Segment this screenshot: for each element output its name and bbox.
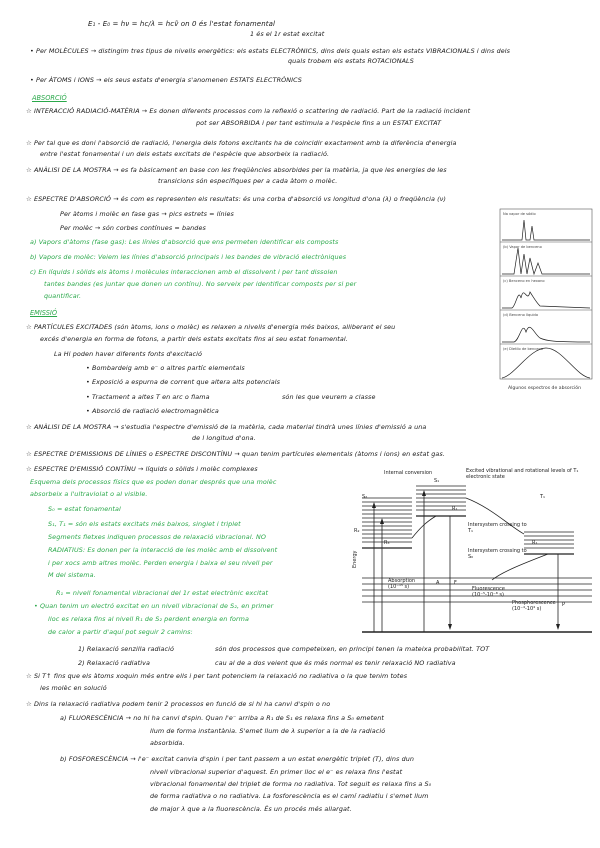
text-line: 2) Relaxació radiativa — [78, 659, 151, 667]
text-line: quals trobem els estats ROTACIONALS — [288, 57, 414, 65]
text-line: de l longitud d'ona. — [192, 434, 256, 442]
spectrum-label-a: Na vapor de sódio — [503, 212, 536, 216]
text-line: ☆ ESPECTRE D'EMISSIONS DE LÍNIES o ESPECTRE DISCONTÍNU → quan tenim partícules elementals (àtoms i ions) en estat gas. — [26, 450, 445, 458]
label-t1: T₁ — [540, 494, 546, 500]
text-line: ☆ Dins la relaxació radiativa podem tenir 2 processos en funció de si hi ha canvi d'spin o no — [26, 700, 331, 708]
list-item: • Exposició a espurna de corrent que altera alts potencials — [86, 378, 281, 386]
label-p: P — [562, 602, 566, 608]
energy-formula: E₁ - E₀ = hν = hc/λ = hcṽ on 0 és l'estat fonamental — [88, 20, 276, 28]
text-line: b) FOSFORESCÈNCIA → l'e⁻ excitat canvia d'spin i per tant passem a un estat energètic triplet (T), dins dun — [60, 755, 415, 763]
text-line: ☆ PARTÍCULES EXCITADES (són àtoms, ions o molèc) es relaxen a nivells d'energia més baixos, alliberant el seu — [26, 323, 396, 331]
green-note: absorbeix a l'ultraviolat o al visible. — [30, 490, 148, 498]
list-item: • Bombardeig amb e⁻ o altres partíc elementals — [86, 364, 245, 372]
green-note: de calor a partir d'aquí pot seguir 2 camins: — [48, 628, 193, 636]
text-line: • Per ÀTOMS i IONS → els seus estats d'energia s'anomenen ESTATS ELECTRÒNICS — [30, 76, 302, 84]
label-r3: R₃ — [384, 540, 390, 546]
label-excited: Excited vibrational and rotational levels of T₁ electronic state — [466, 468, 579, 480]
list-item: • Absorció de radiació electromagnètica — [86, 407, 219, 415]
green-note: lloc es relaxa fins al nivell R₁ de S₂ perdent energia en forma — [48, 615, 250, 623]
green-note: S₁, T₁ = són els estats excitats més baixos, singlet i triplet — [48, 520, 241, 528]
text-line: ☆ ANÀLISI DE LA MOSTRA → s'estudia l'espectre d'emissió de la matèria, cada material tindrà unes línies d'emissió a una — [26, 423, 427, 431]
green-note: M del sistema. — [48, 571, 96, 579]
spectrum-label-b: (b) Vapor de benceno — [503, 245, 542, 249]
formula-note: 1 és el 1r estat excitat — [250, 30, 325, 38]
text-line: vibracional fonamental del triplet de forma no radiativa. Tot seguit es relaxa fins a S₀ — [150, 780, 432, 788]
text-line: transicions són específiques per a cada àtom o molèc. — [158, 177, 338, 185]
label-r1-t1: R₁ — [532, 540, 538, 546]
bracket-note: són les que veurem a classe — [282, 393, 376, 401]
green-note: tantes bandes (es juntar que donen un contínu). No serveix per identificar composts per si per — [44, 280, 357, 288]
green-note: i per xocs amb altres molèc. Perden energia i baixa el seu nivell per — [48, 559, 273, 567]
green-note: a) Vapors d'àtoms (fase gas): Les línies d'absorció que ens permeten identificar els composts — [30, 238, 339, 246]
label-r2: R₂ — [354, 528, 360, 534]
spectrum-label-c: (c) Benceno en hexano — [503, 279, 545, 283]
absorption-spectra-figure — [494, 208, 596, 392]
label-fluorescence: Fluorescence (10⁻⁵-10⁻⁸ s) — [472, 586, 505, 598]
text-line: entre l'estat fonamental i un dels estats excitats de l'espècie que absorbeix la radiació. — [40, 150, 330, 158]
text-line: les molèc en solució — [40, 684, 107, 692]
label-a: A — [436, 580, 440, 586]
label-absorption: Absorption (10⁻¹⁵ s) — [388, 578, 416, 590]
text-line: absorbida. — [150, 739, 185, 747]
green-note: RADIATIUS: Es donen per la interacció de les molèc amb el dissolvent — [48, 546, 278, 554]
text-line: llum de forma instantània. S'emet llum de λ superior a la de la radiació — [150, 727, 386, 735]
text-line: ☆ ANÀLISI DE LA MOSTRA → es fa bàsicament en base con les freqüències absorbides per la matèria, ja que les energies de les — [26, 166, 447, 174]
text-line: nivell vibracional superior d'aquest. En primer lloc el e⁻ es relaxa fins l'estat — [150, 768, 403, 776]
text-line: de forma radiativa o no radiativa. La fosforescència es el camí radiatiu i s'emet llum — [150, 792, 429, 800]
list-item: • Tractament a altes T en arc o flama — [86, 393, 210, 401]
text-line: Per àtoms i molèc en fase gas → pics estrets = línies — [60, 210, 234, 218]
text-line: ☆ ESPECTRE D'EMISSIÓ CONTÍNU → líquids o sòlids i molèc complexes — [26, 465, 258, 473]
text-line: ☆ Per tal que es doni l'absorció de radiació, l'energia dels fotons excitants ha de coincidir exactament amb la diferència d'energia — [26, 139, 457, 147]
label-isc-s0: Intersystem crossing to S₀ — [468, 548, 527, 560]
label-phosphorescence: Phosphorescence (10⁻⁴-10⁴ s) — [512, 600, 556, 612]
text-line: ☆ ESPECTRE D'ABSORCIÓ → és com es representen els resultats: és una corba d'absorció vs longitud d'ona (λ) o freqüència (ν) — [26, 195, 446, 203]
text-line: pot ser ABSORBIDA i per tant estimula a l'espècie fins a un ESTAT EXCITAT — [196, 119, 442, 127]
green-note: S₀ = estat fonamental — [48, 505, 121, 513]
text-line: són dos processos que competeixen, en principi tenen la mateixa probabilitat. TOT — [215, 645, 490, 653]
label-r1-s1: R₁ — [452, 506, 458, 512]
text-line: de major λ que a la fluorescència. És un procés més allargat. — [150, 805, 352, 813]
spectra-caption: Algunos espectros de absorción — [508, 386, 582, 391]
text-line: excés d'energia en forma de fotons, a partir dels estats excitats fins al seu estat fonamental. — [40, 335, 348, 343]
spectrum-label-e: (e) Dietilo de benceno — [503, 347, 543, 351]
label-isc-t1: Intersystem crossing to T₁ — [468, 522, 527, 534]
section-heading-emissio: EMISSIÓ — [30, 309, 58, 317]
label-s2: S₂ — [362, 494, 368, 500]
text-line: a) FLUORESCÈNCIA → no hi ha canvi d'spin. Quan l'e⁻ arriba a R₁ de S₁ es relaxa fins a S₀ emetent — [60, 714, 384, 722]
text-line: ☆ Si T↑ fins que els àtoms xoquin més entre ells i per tant potenciem la relaxació no radiativa o la que tenim totes — [26, 672, 408, 680]
spectrum-label-d: (d) Benceno líquido — [503, 313, 539, 317]
green-note: Esquema dels processos físics que es poden donar després que una molèc — [30, 478, 277, 486]
text-line: • Per MOLÈCULES → distingim tres tipus de nivells energètics: els estats ELECTRÒNICS, dins dels quals estan els estats VIBRACIONALS i dins dels — [30, 47, 511, 55]
green-note: c) En líquids i sòlids els àtoms i molècules interaccionen amb el dissolvent i per tant dissolen — [30, 268, 338, 276]
energy-axis-label: Energy — [352, 550, 358, 568]
green-note: • Quan tenim un electró excitat en un nivell vibracional de S₂, en primer — [34, 602, 274, 610]
label-f: F — [454, 580, 457, 586]
text-line: ☆ INTERACCIÓ RADIACIÓ-MATÈRIA → Es donen diferents processos com la reflexió o scattering de radiació. Part de la radiació incident — [26, 107, 471, 115]
label-internal-conversion: Internal conversion — [384, 470, 433, 476]
green-note: quantificar. — [44, 292, 82, 300]
section-heading-absorcio: ABSORCIÓ — [32, 94, 67, 102]
text-line: La Hi poden haver diferents fonts d'excitació — [54, 350, 202, 358]
text-line: cau al de a dos veient que és més normal es tenir relaxació NO radiativa — [215, 659, 456, 667]
green-note: Segments fletxes indiquen processos de relaxació vibracional. NO — [48, 533, 266, 541]
green-note: R₁ = nivell fonamental vibracional del 1r estat electrònic excitat — [56, 589, 269, 597]
green-note: b) Vapors de molèc: Veiem les línies d'absorció principals i les bandes de vibració electròniques — [30, 253, 347, 261]
label-s1: S₁ — [434, 478, 440, 484]
text-line: Per molèc → són corbes contínues = bandes — [60, 224, 206, 232]
text-line: 1) Relaxació senzilla radiació — [78, 645, 175, 653]
